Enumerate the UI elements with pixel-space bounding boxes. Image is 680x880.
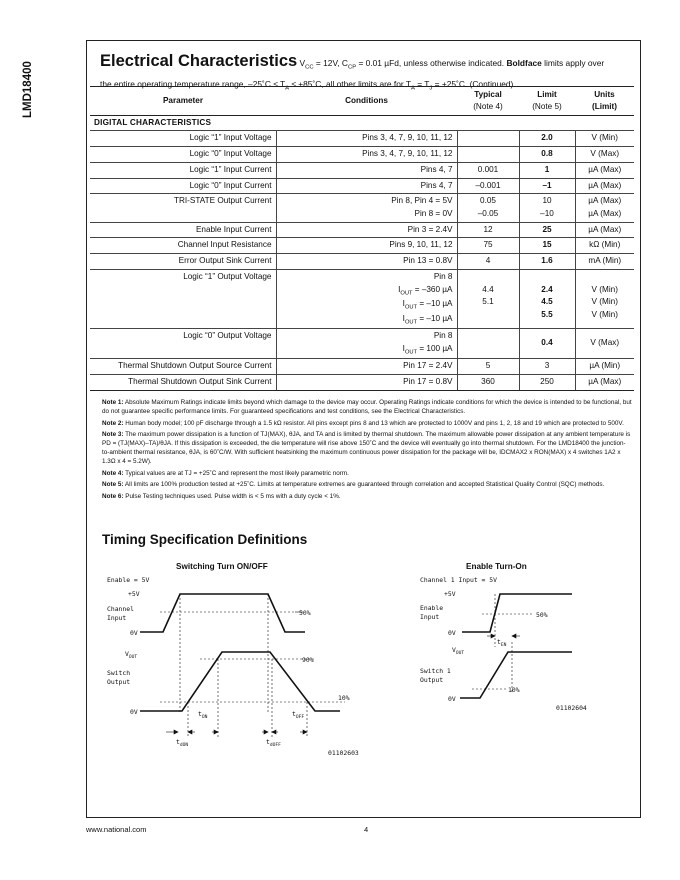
cell-cond: Pin 3 = 2.4V [276, 222, 457, 238]
cell-param: TRI-STATE Output Current [90, 194, 276, 222]
figure-id-2: 01102604 [556, 704, 587, 712]
cell-units: kΩ (Min) [575, 238, 634, 254]
table-row [90, 194, 634, 222]
timing-heading: Timing Specification Definitions [102, 532, 308, 547]
switching-timing-diagram [100, 572, 360, 762]
cell-units: µA (Max) [575, 178, 634, 194]
note-2: Note 2: Human body model; 100 pF discharge through a 1.5 kΩ resistor. All pins except pins 8 and 13 which are protected to 1000V and pins 1, 2, 18 and 19 which are protected to 500V. [102, 419, 624, 427]
table-row [90, 374, 634, 390]
cell-units: mA (Min) [575, 254, 634, 270]
cell-cond: Pin 8 $I_{OUT} = -360$ µA $I_{OUT} = -10$ µA $I_{OUT} = -10$ µA [276, 269, 457, 328]
enable-5v-label: Enable = 5V [107, 576, 150, 584]
cell-typ: 0.001 [457, 162, 519, 178]
channel-input-waveform [140, 594, 305, 632]
zero-v2-label-2: 0V [448, 695, 456, 703]
header-line1: $V_{CC} = 12V$, $C_{CP} = 0.01$ µFd, unless otherwise indicated. [299, 58, 507, 71]
cell-units: µA (Max) [575, 222, 634, 238]
table-row [90, 329, 634, 359]
cell-lim: 2.4 4.5 5.5 [519, 269, 575, 328]
note-6: Note 6: Pulse Testing techniques used. Pulse width is < 5 ms with a duty cycle < 1%. [102, 492, 341, 500]
cell-units: µA (Min) [575, 359, 634, 375]
col-limit: Limit (Note 5) [519, 87, 575, 116]
cell-param: Logic “0” Input Voltage [90, 147, 276, 163]
output-label: Output [107, 678, 131, 686]
enable-diagram-title: Enable Turn-On [466, 562, 527, 571]
cell-units: V (Max) [575, 147, 634, 163]
enable-timing-diagram [412, 572, 592, 712]
cell-lim: 250 [519, 374, 575, 390]
cell-lim: 0.8 [519, 147, 575, 163]
note-4: Note 4: Typical values are at TJ = +25˚C and represent the most likely parametric norm. [102, 469, 349, 477]
cell-lim: 1.6 [519, 254, 575, 270]
cell-param: Channel Input Resistance [90, 238, 276, 254]
cell-cond: Pins 3, 4, 7, 9, 10, 11, 12 [276, 147, 457, 163]
section-label: DIGITAL CHARACTERISTICS [90, 115, 634, 131]
cell-param: Logic “0” Input Current [90, 178, 276, 194]
cell-param: Logic “1” Output Voltage [90, 269, 276, 328]
tdon-label: $t_{dON}$ [176, 738, 189, 748]
cell-lim: 10 –10 [519, 194, 575, 222]
vout-label: $V_{OUT}$ [125, 650, 138, 660]
col-typical: Typical (Note 4) [457, 87, 519, 116]
table-row [90, 359, 634, 375]
cell-units: µA (Max) µA (Max) [575, 194, 634, 222]
cell-units: µA (Max) [575, 162, 634, 178]
enable-input-waveform [462, 594, 572, 632]
col-units: Units (Limit) [575, 87, 634, 116]
switching-diagram-title: Switching Turn ON/OFF [176, 562, 268, 571]
cell-typ: 75 [457, 238, 519, 254]
enable-label: Enable [420, 604, 444, 612]
cell-lim: 3 [519, 359, 575, 375]
note-5: Note 5: All limits are 100% production tested at +25˚C. Limits at temperature extremes are guaranteed through correlation and accepted Statistical Quality Control (SQC) methods. [102, 481, 605, 488]
cell-param: Error Output Sink Current [90, 254, 276, 270]
zero-v-label: 0V [130, 629, 138, 637]
cell-typ: 4 [457, 254, 519, 270]
note-3: Note 3: The maximum power dissipation is a function of TJ(MAX), θJA, and TA and is limited by thermal shutdown. The maximum allowable power dissipation at any ambient temperature is PD = (TJ(MAX)–TA)/θJA. If this dissipation is exceeded, the die temperature will rise above 150˚C and the device will eventually go into thermal shutdown. For the LMD18400 the junction-to-ambient thermal resistance, θJA, is 60˚C/W. With sufficient heatsinking the maximum continuous power dissipation for the package will be, IDCMAX2 x RON(MAX) x 4 switches 1A2 x 1.3Ω x 4 = 5.2W). [102, 431, 631, 465]
zero-v2-label: 0V [130, 708, 138, 716]
cell-lim: 15 [519, 238, 575, 254]
cell-typ: 4.4 5.1 [457, 269, 519, 328]
vout-label-2: $V_{OUT}$ [452, 646, 465, 656]
footer-page-number: 4 [364, 825, 369, 834]
cell-lim: –1 [519, 178, 575, 194]
cell-units: V (Min) V (Min) V (Min) [575, 269, 634, 328]
table-row [90, 269, 634, 328]
cell-cond: Pin 17 = 0.8V [276, 374, 457, 390]
cell-param: Thermal Shutdown Output Source Current [90, 359, 276, 375]
cell-units: µA (Max) [575, 374, 634, 390]
cell-lim: 1 [519, 162, 575, 178]
notes-section [102, 398, 632, 503]
tdoff-label: $t_{dOFF}$ [266, 738, 281, 748]
p10-label: 10% [338, 694, 350, 702]
channel-label: Channel [107, 605, 134, 613]
switch1-label: Switch 1 [420, 667, 451, 675]
cell-typ [457, 329, 519, 359]
channel1-input-label: Channel 1 Input = 5V [420, 576, 497, 584]
zero-v-label-2: 0V [448, 629, 456, 637]
cell-typ: 12 [457, 222, 519, 238]
table-row [90, 147, 634, 163]
plus5v-label: +5V [128, 590, 140, 598]
boldface-word: Boldface [506, 58, 542, 68]
cell-units: V (Max) [575, 329, 634, 359]
table-header-row [90, 87, 634, 116]
cell-lim: 0.4 [519, 329, 575, 359]
cell-cond: Pins 3, 4, 7, 9, 10, 11, 12 [276, 131, 457, 147]
cell-typ [457, 131, 519, 147]
cell-param: Logic “1” Input Current [90, 162, 276, 178]
cell-cond: Pin 8, Pin 4 = 5V Pin 8 = 0V [276, 194, 457, 222]
ton-label: $t_{ON}$ [198, 710, 208, 720]
section-row [90, 115, 634, 131]
cell-typ [457, 147, 519, 163]
p90-label: 90% [302, 656, 314, 664]
figure-id-1: 01102603 [328, 749, 359, 757]
electrical-characteristics-table [90, 86, 634, 391]
cell-param: Thermal Shutdown Output Sink Current [90, 374, 276, 390]
cell-lim: 2.0 [519, 131, 575, 147]
part-number-sidebar: LMD18400 [22, 61, 34, 118]
input-label-2: Input [420, 613, 440, 621]
p50-label-2: 50% [536, 611, 548, 619]
plus5v-label-2: +5V [444, 590, 456, 598]
cell-cond: Pin 8 $I_{OUT} = 100$ µA [276, 329, 457, 359]
cell-param: Logic “1” Input Voltage [90, 131, 276, 147]
output-label-2: Output [420, 676, 444, 684]
cell-typ: 360 [457, 374, 519, 390]
cell-param: Logic “0” Output Voltage [90, 329, 276, 359]
header-line2: the entire operating temperature range, –25˚C ≤ $T_A$ ≤ +85˚C, all other limits are for $T_A = T_J$ = +25˚C. (Continued) [100, 78, 514, 92]
cell-cond: Pins 9, 10, 11, 12 [276, 238, 457, 254]
input-label: Input [107, 614, 127, 622]
toff-label: $t_{OFF}$ [292, 710, 305, 720]
cell-lim: 25 [519, 222, 575, 238]
cell-cond: Pins 4, 7 [276, 162, 457, 178]
table-row [90, 238, 634, 254]
cell-units: V (Min) [575, 131, 634, 147]
switch-label: Switch [107, 669, 131, 677]
table-row [90, 162, 634, 178]
p10-label-2: 10% [508, 686, 520, 694]
table-row [90, 254, 634, 270]
footer-website[interactable]: www.national.com [86, 825, 147, 834]
section-title: Electrical Characteristics [100, 52, 298, 70]
ten-label: $t_{EN}$ [497, 638, 507, 648]
cell-cond: Pin 17 = 2.4V [276, 359, 457, 375]
col-conditions: Conditions [276, 87, 457, 116]
cell-cond: Pins 4, 7 [276, 178, 457, 194]
cell-typ: 0.05 –0.05 [457, 194, 519, 222]
table-row [90, 131, 634, 147]
table-row [90, 178, 634, 194]
cell-cond: Pin 13 = 0.8V [276, 254, 457, 270]
table-row [90, 222, 634, 238]
cell-param: Enable Input Current [90, 222, 276, 238]
col-parameter: Parameter [90, 87, 276, 116]
cell-typ: –0.001 [457, 178, 519, 194]
note-1: Note 1: Absolute Maximum Ratings indicate limits beyond which damage to the device may occur. Operating Ratings indicate conditions for which the device is intended to be functional, but do not guarantee specific performance limits. For guaranteed specifications and test conditions, see the Electrical Characteristics. [102, 399, 632, 415]
header-line1-tail: limits apply over [544, 58, 605, 68]
p50-label: 50% [299, 609, 311, 617]
cell-typ: 5 [457, 359, 519, 375]
